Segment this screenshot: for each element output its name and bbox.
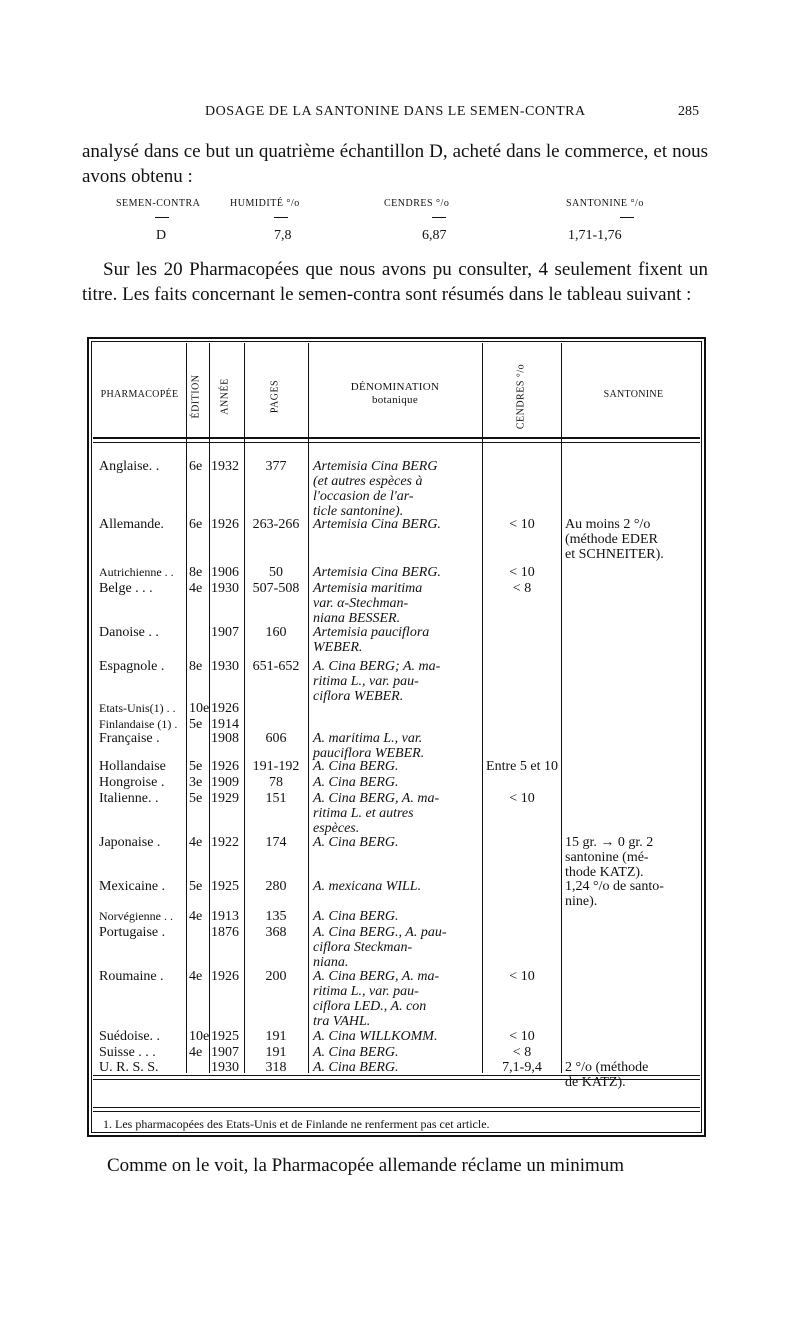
mini-value-santonine: 1,71-1,76 xyxy=(568,228,622,243)
cell-annee: 1907 xyxy=(211,1045,239,1060)
cell-cendres: < 8 xyxy=(512,581,532,596)
cell-edition: 4e xyxy=(189,969,203,984)
cell-annee: 1922 xyxy=(211,835,239,850)
cell-pharmacopee: U. R. S. S. xyxy=(99,1060,159,1075)
cell-cendres: < 10 xyxy=(509,969,535,984)
cell-edition: 6e xyxy=(189,517,203,532)
cell-pharmacopee: Etats-Unis(1) . . xyxy=(99,701,176,715)
header-denomination: DÉNOMINATION botanique xyxy=(350,381,440,406)
mini-header-santonine: SANTONINE °/o xyxy=(566,198,644,209)
cell-pharmacopee: Hollandaise xyxy=(99,759,166,774)
cell-pages: 200 xyxy=(265,969,287,984)
cell-denomination: Artemisia maritima var. α-Stechman- niana BESSER. xyxy=(313,581,423,626)
cell-denomination: A. Cina BERG. xyxy=(313,1060,399,1075)
cell-denomination: Artemisia Cina BERG. xyxy=(313,517,441,532)
running-header xyxy=(0,104,800,124)
cell-denomination: A. Cina BERG. xyxy=(313,909,399,924)
page-number: 285 xyxy=(678,104,699,119)
cell-pharmacopee: Suisse . . . xyxy=(99,1045,156,1060)
cell-annee: 1930 xyxy=(211,659,239,674)
cell-pages: 263-266 xyxy=(252,517,300,532)
cell-denomination: A. Cina BERG. xyxy=(313,775,399,790)
cell-cendres: < 10 xyxy=(509,791,535,806)
cell-pages: 174 xyxy=(265,835,287,850)
cell-cendres: Entre 5 et 10 xyxy=(486,759,558,774)
cell-edition: 4e xyxy=(189,581,203,596)
header-edition: ÉDITION xyxy=(190,374,202,419)
cell-denomination: Artemisia pauciflora WEBER. xyxy=(313,625,430,655)
cell-cendres: < 8 xyxy=(512,1045,532,1060)
mini-dash xyxy=(274,217,288,218)
header-annee: ANNÉE xyxy=(219,378,231,415)
paragraph-pharmacopees: Sur les 20 Pharmacopées que nous avons pu consulter, 4 seulement fixent un titre. Les faits concernant le semen-contra sont résumés dans le tableau suivant : xyxy=(82,259,708,305)
cell-denomination: A. Cina BERG, A. ma- ritima L., var. pau- ciflora LED., A. con tra VAHL. xyxy=(313,969,440,1029)
cell-edition: 5e xyxy=(189,791,203,806)
table-footnote: 1. Les pharmacopées des Etats-Unis et de Finlande ne renferment pas cet article. xyxy=(103,1117,490,1131)
cell-denomination: Artemisia Cina BERG. xyxy=(313,565,441,580)
cell-denomination: A. mexicana WILL. xyxy=(313,879,422,894)
column-rule xyxy=(482,343,483,1073)
cell-denomination: A. Cina BERG. xyxy=(313,1045,399,1060)
cell-pharmacopee: Anglaise. . xyxy=(99,459,160,474)
cell-edition: 8e xyxy=(189,659,203,674)
cell-pharmacopee: Portugaise . xyxy=(99,925,166,940)
cell-edition: 4e xyxy=(189,909,203,924)
cell-pages: 151 xyxy=(265,791,287,806)
cell-pages: 318 xyxy=(265,1060,287,1075)
cell-annee: 1913 xyxy=(211,909,239,924)
cell-pages: 50 xyxy=(269,565,283,580)
sample-d-table xyxy=(82,198,708,248)
cell-pharmacopee: Belge . . . xyxy=(99,581,153,596)
cell-pharmacopee: Autrichienne . . xyxy=(99,565,174,579)
cell-pages: 651-652 xyxy=(252,659,300,674)
cell-annee: 1926 xyxy=(211,701,239,716)
cell-edition: 10e xyxy=(189,701,210,716)
cell-annee: 1914 xyxy=(211,717,239,732)
cell-pharmacopee: Roumaine . xyxy=(99,969,164,984)
cell-edition: 5e xyxy=(189,717,203,732)
cell-annee: 1906 xyxy=(211,565,239,580)
cell-pharmacopee: Italienne. . xyxy=(99,791,159,806)
cell-pages: 377 xyxy=(265,459,287,474)
paragraph-intro: analysé dans ce but un quatrième échantillon D, acheté dans le commerce, et nous avons obtenu : xyxy=(82,141,708,187)
header-cendres: CENDRES °/o xyxy=(515,363,527,430)
footnote-rule xyxy=(93,1107,700,1108)
cell-annee: 1907 xyxy=(211,625,239,640)
column-rule xyxy=(186,343,187,1073)
cell-denomination: A. Cina BERG, A. ma- ritima L. et autres espèces. xyxy=(313,791,440,836)
cell-edition: 5e xyxy=(189,759,203,774)
mini-value-cendres: 6,87 xyxy=(422,228,447,243)
running-title: DOSAGE DE LA SANTONINE DANS LE SEMEN-CONTRA xyxy=(205,104,586,119)
cell-cendres: < 10 xyxy=(509,565,535,580)
cell-santonine: 1,24 °/o de santo- nine). xyxy=(565,879,664,909)
cell-pharmacopee: Espagnole . xyxy=(99,659,165,674)
column-rule xyxy=(244,343,245,1073)
cell-santonine: 15 gr. → 0 gr. 2 santonine (mé- thode KATZ). xyxy=(565,835,654,880)
cell-annee: 1925 xyxy=(211,1029,239,1044)
mini-header-humidite: HUMIDITÉ °/o xyxy=(230,198,300,209)
mini-value-semen: D xyxy=(156,228,167,243)
header-rule xyxy=(93,442,700,443)
cell-cendres: < 10 xyxy=(509,517,535,532)
cell-pharmacopee: Mexicaine . xyxy=(99,879,166,894)
cell-edition: 6e xyxy=(189,459,203,474)
pharmacopoeia-table xyxy=(87,337,706,1137)
cell-denomination: A. Cina WILLKOMM. xyxy=(313,1029,438,1044)
cell-pharmacopee: Finlandaise (1) . xyxy=(99,717,178,731)
cell-cendres: < 10 xyxy=(509,1029,535,1044)
cell-edition: 4e xyxy=(189,835,203,850)
cell-annee: 1925 xyxy=(211,879,239,894)
cell-santonine: Au moins 2 °/o (méthode EDER et SCHNEITER). xyxy=(565,517,664,562)
cell-cendres: 7,1-9,4 xyxy=(502,1060,542,1075)
cell-pharmacopee: Française . xyxy=(99,731,160,746)
cell-pages: 280 xyxy=(265,879,287,894)
cell-annee: 1908 xyxy=(211,731,239,746)
column-rule xyxy=(561,343,562,1073)
cell-denomination: A. Cina BERG; A. ma- ritima L., var. pau- ciflora WEBER. xyxy=(313,659,441,704)
header-pages: PAGES xyxy=(269,379,281,414)
cell-annee: 1930 xyxy=(211,1060,239,1075)
cell-pages: 368 xyxy=(265,925,287,940)
cell-annee: 1926 xyxy=(211,969,239,984)
column-rule xyxy=(308,343,309,1073)
cell-annee: 1926 xyxy=(211,517,239,532)
cell-pages: 191-192 xyxy=(252,759,300,774)
cell-pages: 191 xyxy=(265,1029,287,1044)
mini-dash xyxy=(620,217,634,218)
mini-header-semen: SEMEN-CONTRA xyxy=(116,198,201,209)
header-pharmacopee: PHARMACOPÉE xyxy=(100,389,179,400)
cell-edition: 10e xyxy=(189,1029,210,1044)
cell-edition: 3e xyxy=(189,775,203,790)
cell-annee: 1932 xyxy=(211,459,239,474)
mini-dash xyxy=(155,217,169,218)
cell-edition: 4e xyxy=(189,1045,203,1060)
cell-pharmacopee: Suédoise. . xyxy=(99,1029,161,1044)
cell-pharmacopee: Norvégienne . . xyxy=(99,909,173,923)
cell-pharmacopee: Japonaise . xyxy=(99,835,161,850)
cell-annee: 1930 xyxy=(211,581,239,596)
cell-annee: 1929 xyxy=(211,791,239,806)
header-rule xyxy=(93,437,700,439)
paragraph-conclusion: Comme on le voit, la Pharmacopée allemande réclame un minimum xyxy=(107,1155,625,1176)
cell-pages: 160 xyxy=(265,625,287,640)
cell-denomination: A. Cina BERG. xyxy=(313,835,399,850)
cell-pages: 606 xyxy=(265,731,287,746)
cell-pharmacopee: Hongroise . xyxy=(99,775,165,790)
cell-denomination: Artemisia Cina BERG (et autres espèces à l'occasion de l'ar- ticle santonine). xyxy=(313,459,438,519)
cell-annee: 1926 xyxy=(211,759,239,774)
cell-santonine: 2 °/o (méthode de KATZ). xyxy=(565,1060,649,1090)
footnote-rule xyxy=(93,1111,700,1112)
mini-value-humidite: 7,8 xyxy=(274,228,292,243)
cell-annee: 1909 xyxy=(211,775,239,790)
mini-header-cendres: CENDRES °/o xyxy=(384,198,450,209)
cell-pages: 78 xyxy=(269,775,283,790)
mini-dash xyxy=(432,217,446,218)
cell-denomination: A. Cina BERG. xyxy=(313,759,399,774)
cell-pages: 191 xyxy=(265,1045,287,1060)
cell-denomination: A. maritima L., var. pauciflora WEBER. xyxy=(313,731,425,761)
cell-pages: 135 xyxy=(265,909,287,924)
cell-edition: 5e xyxy=(189,879,203,894)
header-santonine: SANTONINE xyxy=(603,389,664,400)
cell-pharmacopee: Allemande. xyxy=(99,517,164,532)
cell-edition: 8e xyxy=(189,565,203,580)
cell-denomination: A. Cina BERG., A. pau- ciflora Steckman- niana. xyxy=(313,925,447,970)
cell-annee: 1876 xyxy=(211,925,239,940)
column-rule xyxy=(209,343,210,1073)
cell-pharmacopee: Danoise . . xyxy=(99,625,159,640)
cell-pages: 507-508 xyxy=(252,581,300,596)
